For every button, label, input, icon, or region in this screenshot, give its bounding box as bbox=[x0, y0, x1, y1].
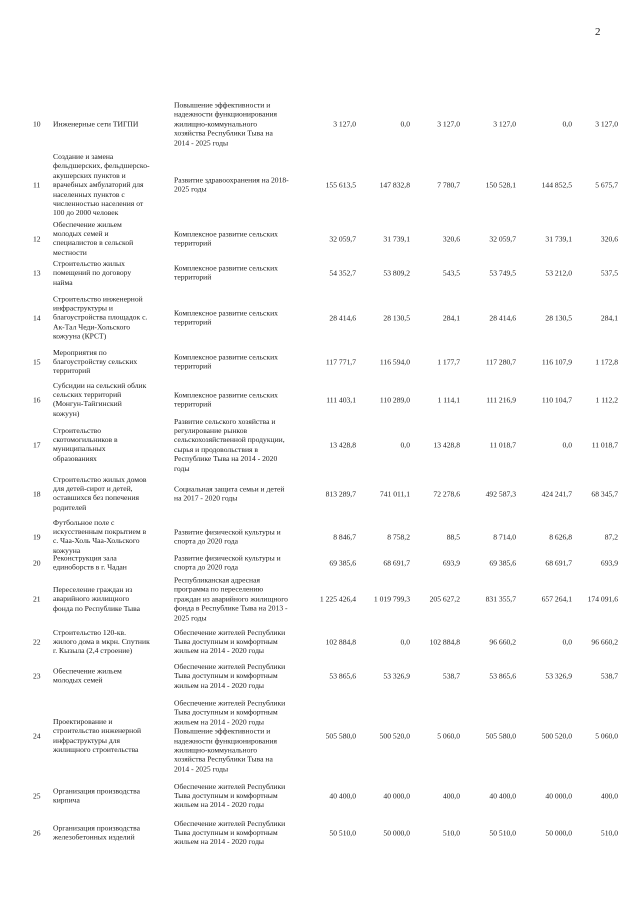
row-number: 23 bbox=[33, 671, 41, 681]
value-col-3: 5 060,0 bbox=[437, 731, 460, 741]
table-row bbox=[0, 692, 639, 780]
program-name: Комплексное развитие сельских территорий bbox=[174, 352, 278, 371]
table-row bbox=[0, 94, 639, 154]
value-col-4: 150 528,1 bbox=[485, 180, 516, 190]
row-number: 14 bbox=[33, 312, 41, 322]
value-col-3: 693,9 bbox=[442, 558, 460, 568]
value-col-3: 543,5 bbox=[442, 268, 460, 278]
value-col-4: 40 400,0 bbox=[489, 790, 516, 800]
table-row bbox=[0, 624, 639, 659]
value-col-2: 116 594,0 bbox=[379, 356, 410, 366]
value-col-3: 400,0 bbox=[442, 790, 460, 800]
value-col-6: 11 018,7 bbox=[591, 439, 618, 449]
value-col-1: 13 428,8 bbox=[329, 439, 356, 449]
value-col-5: 50 000,0 bbox=[545, 827, 572, 837]
row-number: 17 bbox=[33, 439, 41, 449]
event-name: Обеспечение жильем молодых семей и специалистов в сельской местности bbox=[53, 219, 134, 257]
value-col-6: 68 345,7 bbox=[591, 488, 618, 498]
program-name: Комплексное развитие сельских территорий bbox=[174, 263, 278, 282]
event-name: Инженерные сети ТИГПИ bbox=[53, 119, 139, 129]
value-col-3: 3 127,0 bbox=[437, 119, 460, 129]
program-name: Повышение эффективности и надежности функционирования жилищно-коммунального хозяйства Республики Тыва на 2014 - 2025 годы bbox=[174, 100, 278, 148]
value-col-2: 500 520,0 bbox=[379, 731, 410, 741]
value-col-3: 510,0 bbox=[442, 827, 460, 837]
row-number: 25 bbox=[33, 790, 41, 800]
value-col-6: 1 172,8 bbox=[595, 356, 618, 366]
value-col-2: 31 739,1 bbox=[383, 233, 410, 243]
table-row bbox=[0, 550, 639, 576]
value-col-4: 492 587,3 bbox=[485, 488, 516, 498]
row-number: 10 bbox=[33, 119, 41, 129]
table-row bbox=[0, 575, 639, 623]
page-number: 2 bbox=[595, 26, 601, 38]
program-name: Комплексное развитие сельских территорий bbox=[174, 390, 278, 409]
value-col-4: 831 355,7 bbox=[485, 594, 516, 604]
value-col-2: 741 011,1 bbox=[379, 488, 410, 498]
program-name: Комплексное развитие сельских территорий bbox=[174, 229, 278, 248]
value-col-6: 693,9 bbox=[600, 558, 618, 568]
value-col-6: 3 127,0 bbox=[595, 119, 618, 129]
value-col-2: 0,0 bbox=[400, 119, 410, 129]
value-col-3: 320,6 bbox=[442, 233, 460, 243]
value-col-2: 147 832,8 bbox=[379, 180, 410, 190]
value-col-4: 53 865,6 bbox=[489, 671, 516, 681]
event-name: Строительство жилых помещений по договору найма bbox=[53, 258, 132, 287]
value-col-1: 32 059,7 bbox=[329, 233, 356, 243]
value-col-3: 88,5 bbox=[446, 531, 460, 541]
value-col-6: 5 675,7 bbox=[595, 180, 618, 190]
row-number: 20 bbox=[33, 558, 41, 568]
value-col-4: 11 018,7 bbox=[489, 439, 516, 449]
table-row bbox=[0, 471, 639, 516]
value-col-3: 205 627,2 bbox=[429, 594, 460, 604]
row-number: 21 bbox=[33, 594, 41, 604]
value-col-2: 53 809,2 bbox=[383, 268, 410, 278]
value-col-5: 657 264,1 bbox=[541, 594, 572, 604]
event-name: Футбольное поле с искусственным покрытием в с. Чаа-Холь Чаа-Хольского кожууна bbox=[53, 517, 147, 555]
value-col-1: 505 580,0 bbox=[325, 731, 356, 741]
program-name: Развитие здравоохранения на 2018- 2025 годы bbox=[174, 175, 289, 194]
value-col-2: 110 289,0 bbox=[379, 394, 410, 404]
value-col-5: 0,0 bbox=[562, 636, 572, 646]
program-name: Обеспечение жителей Республики Тыва доступным и комфортным жильем на 2014 - 2020 годы bbox=[174, 818, 286, 847]
value-col-4: 8 714,0 bbox=[493, 531, 516, 541]
row-number: 11 bbox=[33, 180, 41, 190]
value-col-1: 813 289,7 bbox=[325, 488, 356, 498]
program-name: Развитие физической культуры и спорта до 2020 года bbox=[174, 553, 281, 572]
event-name: Переселение граждан из аварийного жилищного фонда по Республике Тыва bbox=[53, 584, 141, 613]
value-col-6: 1 112,2 bbox=[595, 394, 618, 404]
value-col-1: 50 510,0 bbox=[329, 827, 356, 837]
value-col-4: 111 216,9 bbox=[486, 394, 516, 404]
program-name: Республиканская адресная программа по переселению граждан из аварийного жилищного фонда в Республике Тыва на 2013 - 2025 годы bbox=[174, 575, 288, 623]
value-col-4: 50 510,0 bbox=[489, 827, 516, 837]
event-name: Организация производства железобетонных изделий bbox=[53, 823, 141, 842]
event-name: Мероприятия по благоустройству сельских территорий bbox=[53, 347, 138, 376]
table-row bbox=[0, 782, 639, 809]
value-col-6: 537,5 bbox=[600, 268, 618, 278]
value-col-2: 8 758,2 bbox=[387, 531, 410, 541]
table-row bbox=[0, 154, 639, 216]
table-row bbox=[0, 290, 639, 345]
value-col-1: 155 613,5 bbox=[325, 180, 356, 190]
value-col-4: 53 749,5 bbox=[489, 268, 516, 278]
program-name: Развитие сельского хозяйства и регулирование рынков сельскохозяйственной продукции, сырья и продовольствия в Республике Тыва на 2014 - 2020 годы bbox=[174, 416, 285, 473]
value-col-1: 117 771,7 bbox=[325, 356, 356, 366]
event-name: Проектирование и строительство инженерной инфраструктуры для жилищного строительства bbox=[53, 717, 142, 755]
value-col-1: 3 127,0 bbox=[333, 119, 356, 129]
value-col-4: 3 127,0 bbox=[493, 119, 516, 129]
value-col-5: 53 326,9 bbox=[545, 671, 572, 681]
program-name: Обеспечение жителей Республики Тыва доступным и комфортным жильем на 2014 - 2020 годы bbox=[174, 661, 286, 690]
table-row bbox=[0, 256, 639, 290]
value-col-5: 500 520,0 bbox=[541, 731, 572, 741]
value-col-6: 510,0 bbox=[600, 827, 618, 837]
value-col-1: 54 352,7 bbox=[329, 268, 356, 278]
value-col-2: 40 000,0 bbox=[383, 790, 410, 800]
value-col-5: 31 739,1 bbox=[545, 233, 572, 243]
value-col-5: 0,0 bbox=[562, 439, 572, 449]
value-col-5: 424 241,7 bbox=[541, 488, 572, 498]
row-number: 16 bbox=[33, 394, 41, 404]
table-row bbox=[0, 662, 639, 690]
value-col-2: 0,0 bbox=[400, 439, 410, 449]
value-col-4: 117 280,7 bbox=[485, 356, 516, 366]
value-col-3: 538,7 bbox=[442, 671, 460, 681]
value-col-2: 1 019 799,3 bbox=[373, 594, 410, 604]
row-number: 19 bbox=[33, 531, 41, 541]
value-col-3: 7 780,7 bbox=[437, 180, 460, 190]
row-number: 22 bbox=[33, 636, 41, 646]
value-col-5: 0,0 bbox=[562, 119, 572, 129]
value-col-1: 1 225 426,4 bbox=[319, 594, 356, 604]
value-col-2: 68 691,7 bbox=[383, 558, 410, 568]
value-col-3: 13 428,8 bbox=[433, 439, 460, 449]
value-col-1: 69 385,6 bbox=[329, 558, 356, 568]
event-name: Субсидии на сельский облик сельских территорий (Монгун-Тайгинский кожуун) bbox=[53, 380, 147, 418]
row-number: 24 bbox=[33, 731, 41, 741]
value-col-2: 0,0 bbox=[400, 636, 410, 646]
value-col-4: 69 385,6 bbox=[489, 558, 516, 568]
value-col-5: 28 130,5 bbox=[545, 312, 572, 322]
value-col-2: 28 130,5 bbox=[383, 312, 410, 322]
value-col-6: 400,0 bbox=[600, 790, 618, 800]
row-number: 12 bbox=[33, 233, 41, 243]
value-col-6: 174 091,6 bbox=[587, 594, 618, 604]
value-col-6: 320,6 bbox=[600, 233, 618, 243]
value-col-3: 1 177,7 bbox=[437, 356, 460, 366]
value-col-1: 28 414,6 bbox=[329, 312, 356, 322]
row-number: 15 bbox=[33, 356, 41, 366]
value-col-5: 8 626,8 bbox=[549, 531, 572, 541]
row-number: 18 bbox=[33, 488, 41, 498]
value-col-6: 538,7 bbox=[600, 671, 618, 681]
program-name: Обеспечение жителей Республики Тыва доступным и комфортным жильем на 2014 - 2020 годы Повышение эффективности и надежности функционирования жилищно-коммунального хозяйства Республики Тыва на 2014 - 2025 годы bbox=[174, 698, 286, 774]
value-col-6: 87,2 bbox=[604, 531, 618, 541]
value-col-6: 96 660,2 bbox=[591, 636, 618, 646]
event-name: Строительство жилых домов для детей-сирот и детей, оставшихся без попечения родителей bbox=[53, 474, 147, 512]
value-col-4: 32 059,7 bbox=[489, 233, 516, 243]
value-col-1: 40 400,0 bbox=[329, 790, 356, 800]
value-col-1: 111 403,1 bbox=[326, 394, 356, 404]
table-row bbox=[0, 815, 639, 850]
row-number: 26 bbox=[33, 827, 41, 837]
value-col-5: 53 212,0 bbox=[545, 268, 572, 278]
table-row bbox=[0, 345, 639, 378]
event-name: Обеспечение жильем молодых семей bbox=[53, 666, 122, 685]
event-name: Строительство скотомогильников в муниципальных образованиях bbox=[53, 425, 118, 463]
event-name: Строительство инженерной инфраструктуры и благоустройства площадок с. Ак-Тал Чеди-Хольского кожууна (КРСТ) bbox=[53, 293, 148, 341]
value-col-1: 102 884,8 bbox=[325, 636, 356, 646]
value-col-2: 50 000,0 bbox=[383, 827, 410, 837]
event-name: Реконструкция зала единоборств в г. Чадан bbox=[53, 553, 127, 572]
value-col-5: 68 691,7 bbox=[545, 558, 572, 568]
program-name: Обеспечение жителей Республики Тыва доступным и комфортным жильем на 2014 - 2020 годы bbox=[174, 627, 286, 656]
value-col-3: 72 278,6 bbox=[433, 488, 460, 498]
program-name: Обеспечение жителей Республики Тыва доступным и комфортным жильем на 2014 - 2020 годы bbox=[174, 781, 286, 810]
value-col-5: 110 104,7 bbox=[541, 394, 572, 404]
value-col-4: 96 660,2 bbox=[489, 636, 516, 646]
value-col-4: 28 414,6 bbox=[489, 312, 516, 322]
row-number: 13 bbox=[33, 268, 41, 278]
value-col-6: 284,1 bbox=[600, 312, 618, 322]
program-name: Комплексное развитие сельских территорий bbox=[174, 308, 278, 327]
value-col-1: 8 846,7 bbox=[333, 531, 356, 541]
value-col-5: 116 107,9 bbox=[541, 356, 572, 366]
table-row bbox=[0, 216, 639, 261]
value-col-2: 53 326,9 bbox=[383, 671, 410, 681]
table-row bbox=[0, 418, 639, 471]
value-col-6: 5 060,0 bbox=[595, 731, 618, 741]
value-col-4: 505 580,0 bbox=[485, 731, 516, 741]
event-name: Организация производства кирпича bbox=[53, 786, 141, 805]
value-col-5: 144 852,5 bbox=[541, 180, 572, 190]
table-row bbox=[0, 378, 639, 421]
event-name: Создание и замена фельдшерских, фельдшерско- акушерских пунктов и врачебных амбулаторий для населенных пунктов с численностью населения от 100 до 2000 человек bbox=[53, 152, 150, 218]
program-name: Развитие физической культуры и спорта до 2020 года bbox=[174, 527, 281, 546]
value-col-3: 1 114,1 bbox=[437, 394, 460, 404]
event-name: Строительство 120-кв. жилого дома в мкрн. Спутник г. Кызыла (2,4 строение) bbox=[53, 627, 150, 656]
value-col-3: 284,1 bbox=[442, 312, 460, 322]
value-col-5: 40 000,0 bbox=[545, 790, 572, 800]
value-col-3: 102 884,8 bbox=[429, 636, 460, 646]
program-name: Социальная защита семьи и детей на 2017 - 2020 годы bbox=[174, 484, 285, 503]
value-col-1: 53 865,6 bbox=[329, 671, 356, 681]
